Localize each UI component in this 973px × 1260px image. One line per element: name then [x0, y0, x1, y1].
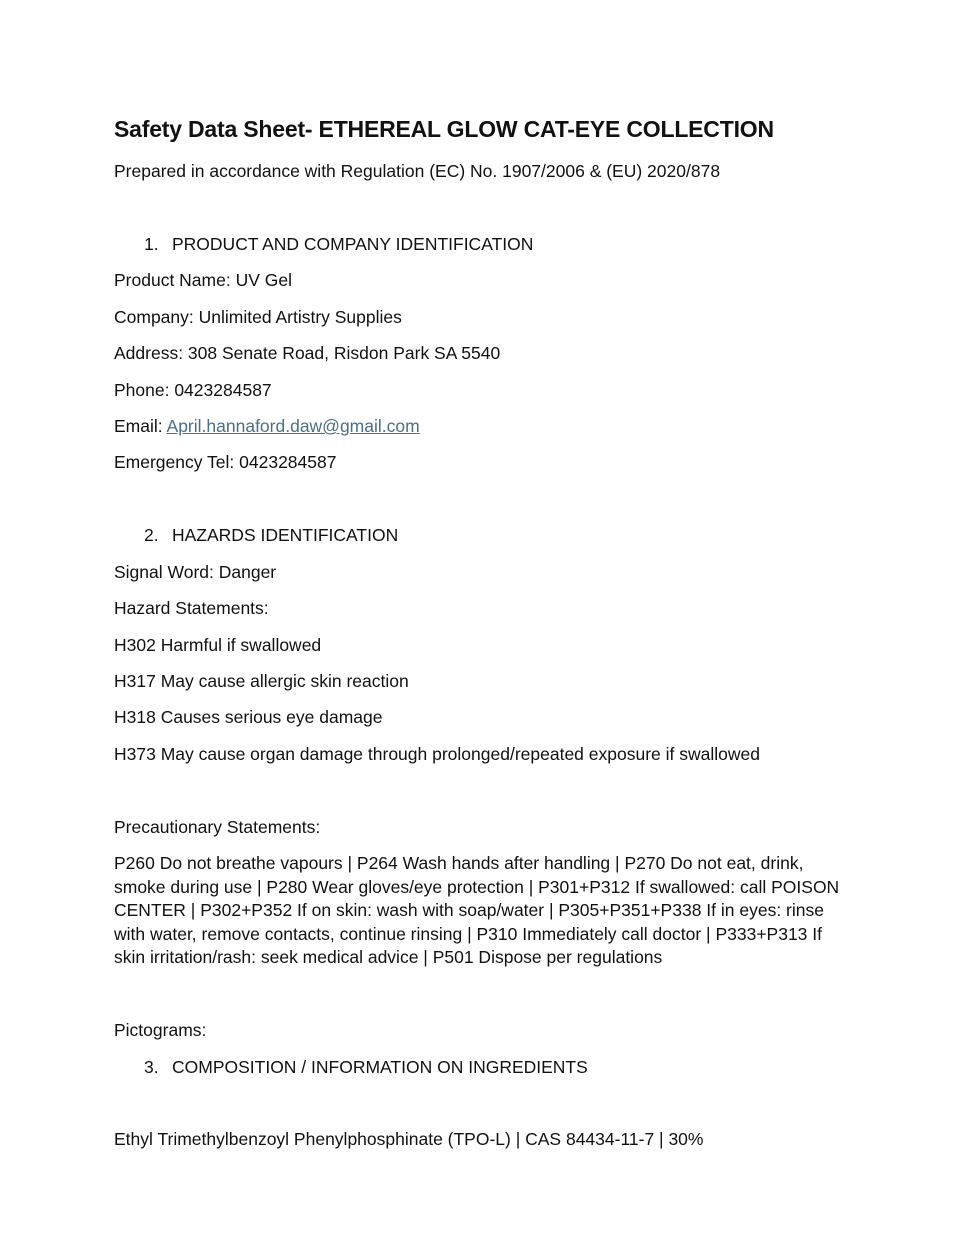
- hazard-statement: H373 May cause organ damage through prolonged/repeated exposure if swallowed: [114, 744, 760, 764]
- section-2-heading: [144, 524, 398, 546]
- precautionary-statements-label: Precautionary Statements:: [114, 817, 321, 837]
- company: Company: Unlimited Artistry Supplies: [114, 307, 402, 327]
- address: Address: 308 Senate Road, Risdon Park SA 5540: [114, 343, 501, 363]
- section-1-title: PRODUCT AND COMPANY IDENTIFICATION: [172, 234, 534, 254]
- email-row: [114, 415, 420, 437]
- phone: Phone: 0423284587: [114, 380, 272, 400]
- pictograms-label: Pictograms:: [114, 1020, 207, 1040]
- signal-word: Signal Word: Danger: [114, 562, 277, 582]
- section-2-title: HAZARDS IDENTIFICATION: [172, 525, 399, 545]
- section-3-title: COMPOSITION / INFORMATION ON INGREDIENTS: [172, 1057, 588, 1077]
- section-2-number: 2.: [144, 525, 159, 545]
- hazard-statement: H318 Causes serious eye damage: [114, 707, 383, 727]
- hazard-statement: H302 Harmful if swallowed: [114, 635, 322, 655]
- section-1-heading: [144, 233, 533, 255]
- section-3-heading: [144, 1056, 588, 1078]
- precautionary-statements-text: P260 Do not breathe vapours | P264 Wash hands after handling | P270 Do not eat, drink, smoke during use | P280 Wear gloves/eye protection | P301+P312 If swallowed: call POISON CENTER | P302+P352 If on skin: wash with soap/water | P305+P351+P338 If in eyes: rinse with water, remove contacts, continue rinsing | P310 Immediately call doctor | P333+P313 If skin irritation/rash: seek medical advice | P501 Dispose per regulations: [114, 853, 840, 968]
- emergency-tel: Emergency Tel: 0423284587: [114, 452, 337, 472]
- document-title: Safety Data Sheet- ETHEREAL GLOW CAT-EYE COLLECTION: [114, 116, 774, 142]
- ingredient-row: Ethyl Trimethylbenzoyl Phenylphosphinate (TPO-L) | CAS 84434-11-7 | 30%: [114, 1129, 704, 1149]
- email-label: Email:: [114, 416, 167, 436]
- product-name: Product Name: UV Gel: [114, 270, 292, 290]
- hazard-statement: H317 May cause allergic skin reaction: [114, 671, 409, 691]
- hazard-statements-label: Hazard Statements:: [114, 598, 269, 618]
- section-1-number: 1.: [144, 234, 159, 254]
- section-3-number: 3.: [144, 1057, 159, 1077]
- email-link[interactable]: April.hannaford.daw@gmail.com: [166, 416, 420, 436]
- document-subtitle: Prepared in accordance with Regulation (EC) No. 1907/2006 & (EU) 2020/878: [114, 161, 721, 181]
